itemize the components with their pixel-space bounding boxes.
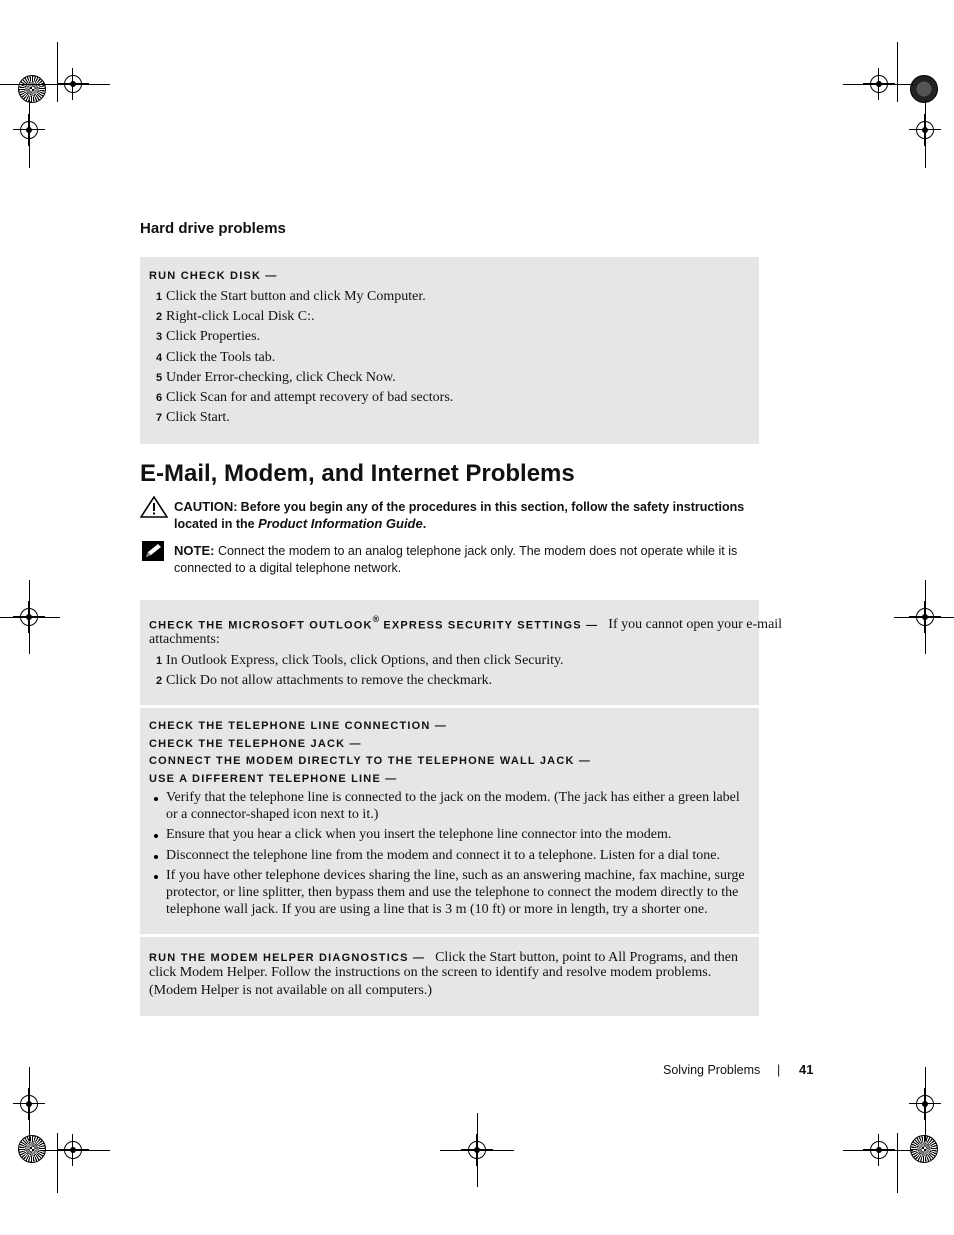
step-number: 1 xyxy=(156,291,163,303)
box-heading-cont: EXPRESS SECURITY SETTINGS — xyxy=(383,619,599,632)
modem-helper-box xyxy=(140,937,759,1016)
box-heading: CONNECT THE MODEM DIRECTLY TO THE TELEPHONE WALL JACK — xyxy=(149,755,592,767)
registration-star-icon xyxy=(18,1135,46,1163)
telephone-line-box xyxy=(140,708,759,934)
step-text: Under Error-checking, click Check Now. xyxy=(166,369,396,385)
step-number: 7 xyxy=(156,412,163,425)
caution-text xyxy=(174,499,744,515)
note-text xyxy=(174,543,737,558)
box-heading-line xyxy=(149,948,738,966)
lead-text-2: attachments: xyxy=(149,632,220,647)
bullet-dot-icon xyxy=(154,855,158,859)
bullet-text: or a connector-shaped icon next to it.) xyxy=(166,807,379,822)
section-title: Hard drive problems xyxy=(140,220,286,237)
step-item xyxy=(156,370,396,386)
step-text: Click the Start button and click My Computer. xyxy=(166,289,426,304)
step-item xyxy=(156,289,426,305)
footer-separator: | xyxy=(777,1063,781,1077)
note-pencil-icon xyxy=(142,541,164,561)
body-line-2: click Modem Helper. Follow the instructions on the screen to identify and resolve modem problems. xyxy=(149,965,712,980)
bullet-text: Verify that the telephone line is connected to the jack on the modem. (The jack has either a green label xyxy=(166,790,740,805)
body-line-1: Click the Start button, point to All Programs, and then xyxy=(435,950,739,965)
caution-icon xyxy=(140,496,168,523)
registration-star-icon xyxy=(910,1135,938,1163)
step-number: 4 xyxy=(156,351,163,364)
caution-text-2 xyxy=(174,516,426,531)
step-item xyxy=(156,653,564,669)
step-item xyxy=(156,329,260,345)
bullet-dot-icon xyxy=(154,875,158,879)
note-line1: Connect the modem to an analog telephone jack only. The modem does not operate while it is xyxy=(217,544,738,558)
product-guide-title: Product Information Guide xyxy=(258,516,423,531)
step-text: Right-click Local Disk C:. xyxy=(166,309,315,325)
step-text: Click Properties. xyxy=(166,329,261,345)
bullet-text: Ensure that you hear a click when you insert the telephone line connector into the modem. xyxy=(166,827,672,842)
registration-star-icon xyxy=(910,75,938,103)
step-number: 5 xyxy=(156,371,163,384)
page-number: 41 xyxy=(799,1062,814,1077)
step-text: Click Do not allow attachments to remove the checkmark. xyxy=(166,673,493,688)
box-heading: USE A DIFFERENT TELEPHONE LINE — xyxy=(149,772,398,785)
body-line-3: (Modem Helper is not available on all computers.) xyxy=(149,983,433,998)
step-text: Click the Tools tab. xyxy=(166,349,276,365)
step-item xyxy=(156,309,315,325)
box-heading: RUN THE MODEM HELPER DIAGNOSTICS — xyxy=(149,952,426,964)
caution-line2: located in the xyxy=(174,517,255,531)
bullet-text: If you have other telephone devices sharing the line, such as an answering machine, fax machine, surge xyxy=(166,868,745,883)
bullet-dot-icon xyxy=(154,834,158,838)
step-number: 1 xyxy=(156,655,163,667)
bullet-text: protector, or line splitter, then bypass them and use the telephone to connect the modem directly to the xyxy=(166,885,739,900)
box-heading-line xyxy=(149,614,782,633)
caution-line1: Before you begin any of the procedures in this section, follow the safety instructions xyxy=(240,500,745,514)
footer-section: Solving Problems xyxy=(663,1063,761,1077)
step-number: 6 xyxy=(156,392,163,404)
registration-star-icon xyxy=(18,75,46,103)
step-item xyxy=(156,410,230,426)
registered-mark: ® xyxy=(372,614,380,624)
check-disk-box xyxy=(140,257,759,444)
step-number: 2 xyxy=(156,311,163,324)
bullet-text: Disconnect the telephone line from the modem and connect it to a telephone. Listen for a dial tone. xyxy=(166,848,720,863)
step-text: Click Start. xyxy=(166,410,230,426)
caution-label: CAUTION: xyxy=(174,499,238,514)
box-heading: CHECK THE TELEPHONE JACK — xyxy=(149,737,362,750)
step-text: Click Scan for and attempt recovery of bad sectors. xyxy=(166,390,454,405)
step-number: 3 xyxy=(156,331,163,344)
box-heading: CHECK THE TELEPHONE LINE CONNECTION — xyxy=(149,720,448,732)
step-item xyxy=(156,673,492,689)
bullet-dot-icon xyxy=(154,797,158,801)
note-line2: connected to a digital telephone network. xyxy=(174,561,402,575)
outlook-security-box xyxy=(140,600,783,705)
note-label: NOTE: xyxy=(174,543,215,558)
lead-text: If you cannot open your e-mail xyxy=(608,617,783,633)
step-item xyxy=(156,350,275,366)
caution-end: . xyxy=(422,517,427,531)
page-title: E-Mail, Modem, and Internet Problems xyxy=(140,460,575,487)
box-heading: RUN CHECK DISK — xyxy=(149,270,278,282)
bullet-text: telephone wall jack. If you are using a line that is 3 m (10 ft) or more in length, try a shorter one. xyxy=(166,902,708,917)
step-item xyxy=(156,390,453,406)
box-heading: CHECK THE MICROSOFT OUTLOOK xyxy=(149,619,373,632)
step-number: 2 xyxy=(156,675,163,687)
step-text: In Outlook Express, click Tools, click Options, and then click Security. xyxy=(166,653,564,668)
